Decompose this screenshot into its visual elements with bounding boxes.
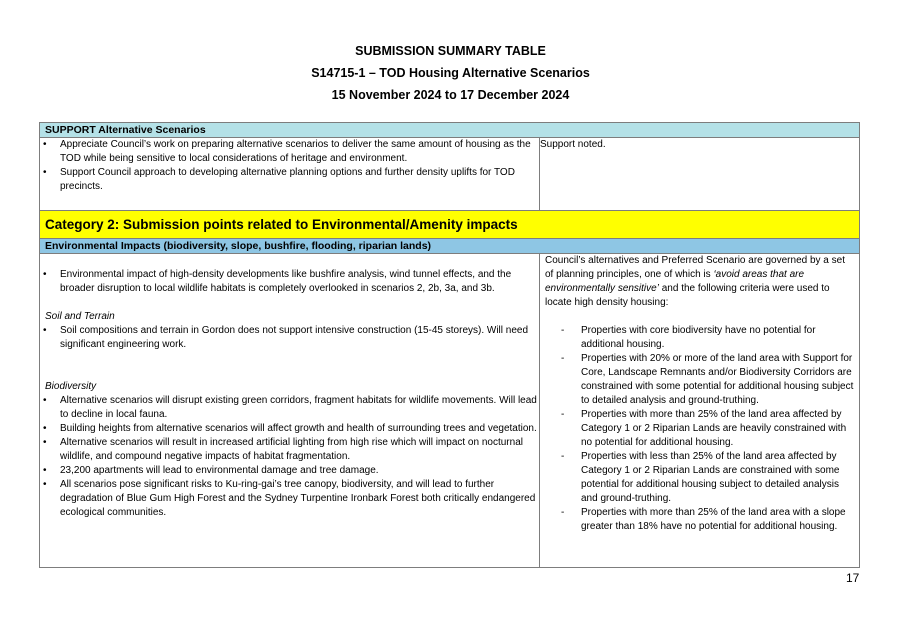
- support-row: [40, 138, 860, 211]
- page-number: 17: [846, 571, 860, 585]
- env-band-row: [40, 239, 860, 254]
- list-item: - Properties with more than 25% of the land area affected by Category 1 or 2 Riparian Lands are heavily constrained with no potential for additional housing.: [540, 408, 859, 450]
- list-item: - Properties with core biodiversity have no potential for additional housing.: [540, 324, 859, 352]
- category-label: Category 2: Submission points related to Environmental/Amenity impacts: [40, 211, 860, 239]
- support-band-label: SUPPORT Alternative Scenarios: [40, 123, 860, 138]
- support-points-list: [40, 138, 539, 194]
- list-item: • Building heights from alternative scenarios will affect growth and health of surrounding trees and vegetation.: [40, 422, 539, 436]
- soil-heading: Soil and Terrain: [45, 311, 115, 322]
- list-item: • Environmental impact of high-density developments like bushfire analysis, wind tunnel effects, and the broader disruption to local wildlife habitats is completely overlooked in scenarios 2, 2b, 3a, and 3b.: [40, 268, 539, 296]
- list-item: • Alternative scenarios will disrupt existing green corridors, fragment habitats for wildlife movements. Will lead to decline in local fauna.: [40, 394, 539, 422]
- support-band-row: [40, 123, 860, 138]
- biodiversity-heading: Biodiversity: [45, 381, 97, 392]
- support-response-cell: Support noted.: [540, 138, 860, 211]
- list-item: • Alternative scenarios will result in increased artificial lighting from high rise which will impact on nocturnal wildlife, and compound negative impacts of habitat fragmentation.: [40, 436, 539, 464]
- date-range: 15 November 2024 to 17 December 2024: [331, 88, 570, 102]
- list-item: • Appreciate Council’s work on preparing alternative scenarios to deliver the same amount of housing as the TOD while being sensitive to local considerations of heritage and environment.: [40, 138, 539, 166]
- response-intro: [540, 254, 859, 310]
- biodiversity-points-list: [40, 394, 539, 520]
- document-subtitle: S14715-1 – TOD Housing Alternative Scenarios: [311, 66, 590, 80]
- list-item: - Properties with more than 25% of the land area with a slope greater than 18% have no potential for additional housing.: [540, 506, 859, 534]
- list-item: • 23,200 apartments will lead to environmental damage and tree damage.: [40, 464, 539, 478]
- submission-summary-table: [39, 122, 860, 568]
- list-item: - Properties with less than 25% of the land area affected by Category 1 or 2 Riparian Lands are constrained with some potential for additional housing subject to detailed analysis and ground-truthing.: [540, 450, 859, 506]
- response-intro-before: Council’s alternatives and Preferred Scenario are governed by a set of planning principles, one of which is: [545, 255, 845, 280]
- response-criteria-list: [540, 324, 859, 534]
- list-item: • Support Council approach to developing alternative planning options and further density uplifts for TOD precincts.: [40, 166, 539, 194]
- support-points-cell: [40, 138, 540, 211]
- env-band-label: Environmental Impacts (biodiversity, slope, bushfire, flooding, riparian lands): [40, 239, 860, 254]
- list-item: • All scenarios pose significant risks to Ku-ring-gai’s tree canopy, biodiversity, and will lead to further degradation of Blue Gum High Forest and the Sydney Turpentine Ironbark Forest both critically endangered ecological communities.: [40, 478, 539, 520]
- document-title: SUBMISSION SUMMARY TABLE: [355, 44, 546, 58]
- env-points-cell: [40, 254, 540, 568]
- response-intro-quote: ‘avoid areas that are environmentally sensitive’: [545, 269, 805, 294]
- list-item: • Soil compositions and terrain in Gordon does not support intensive construction (15-45 storeys). Will need significant engineering work.: [40, 324, 539, 352]
- env-response-cell: [540, 254, 860, 568]
- env-row: [40, 254, 860, 568]
- list-item: - Properties with 20% or more of the land area with Support for Core, Landscape Remnants and/or Biodiversity Corridors are constrained with some potential for additional housing subject to detailed analysis and ground-truthing.: [540, 352, 859, 408]
- response-intro-after: and the following criteria were used to locate high density housing:: [545, 283, 830, 308]
- env-intro-list: [40, 268, 539, 296]
- soil-points-list: [40, 324, 539, 352]
- category-row: [40, 211, 860, 239]
